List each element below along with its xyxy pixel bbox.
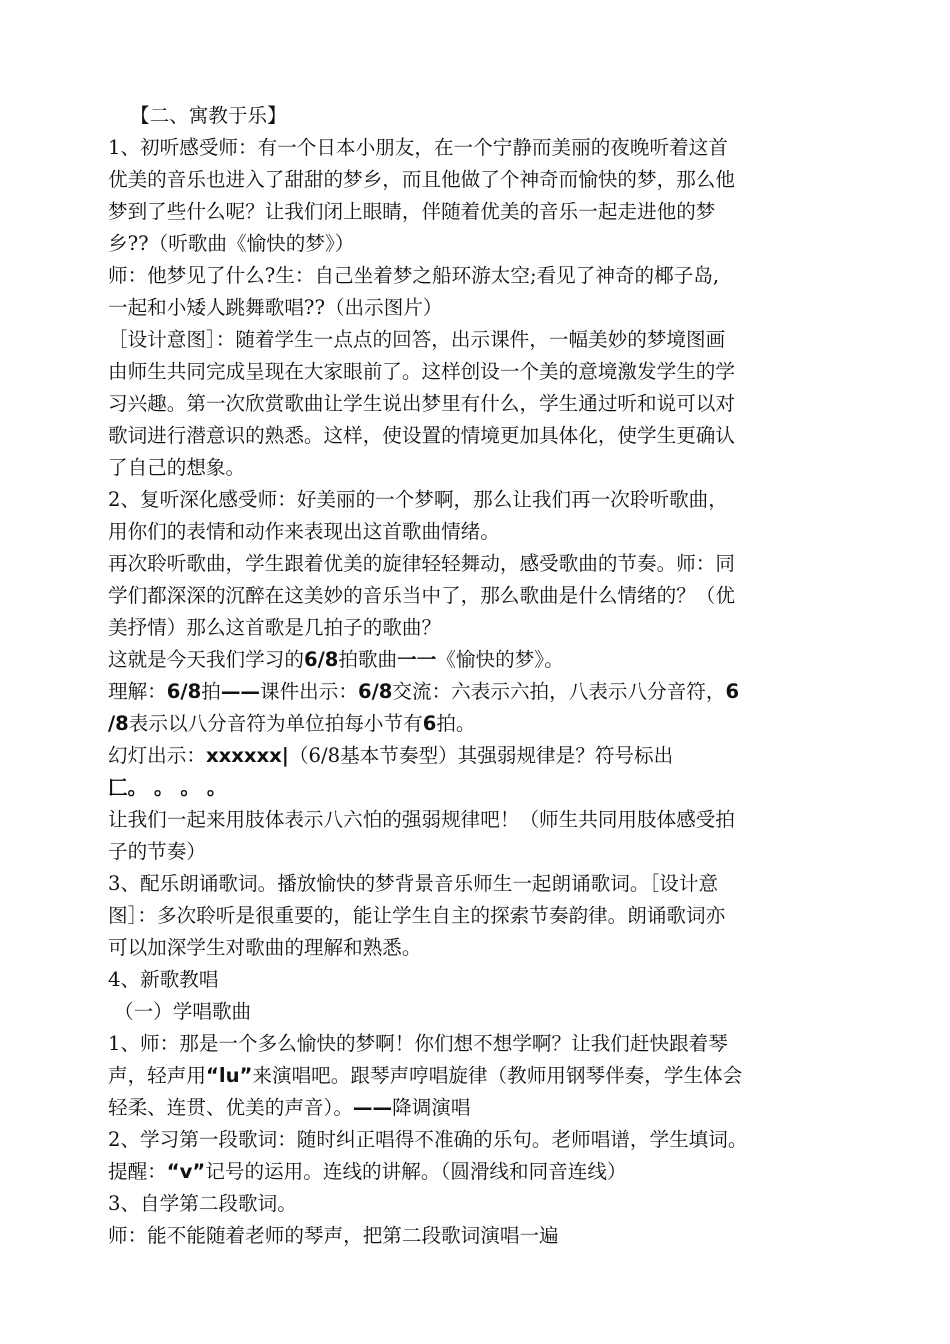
document-page <box>108 100 853 1252</box>
text-span: 理解： <box>108 680 167 703</box>
text-line <box>108 772 853 804</box>
text-line: 乡??（听歌曲《愉快的梦》） <box>108 232 355 255</box>
text-line: 了自己的想象。 <box>108 456 246 479</box>
text-span: 拍。 <box>436 712 476 735</box>
text-span: （6/8基本节奏型）其强弱规律是？符号标出 <box>288 744 674 767</box>
text-span: 降调演唱 <box>392 1096 471 1119</box>
text-line <box>108 1092 853 1124</box>
text-line: （一）学唱歌曲 <box>114 1000 252 1023</box>
text-line: 歌词进行潜意识的熟悉。这样，使设置的情境更加具体化，使学生更确认 <box>108 424 735 447</box>
text-line: 图］：多次聆听是很重要的，能让学生自主的探索节奏韵律。朗诵歌词亦 <box>108 904 726 927</box>
text-line: 再次聆听歌曲，学生跟着优美的旋律轻轻舞动，感受歌曲的节奏。师：同 <box>108 552 735 575</box>
text-span: 拍 <box>201 680 221 703</box>
text-line: 师：能不能随着老师的琴声，把第二段歌词演唱一遍 <box>108 1224 559 1247</box>
section-heading: 【二、寓教于乐】 <box>130 104 287 127</box>
text-span: 拍歌曲 <box>338 648 398 671</box>
meter-number: 6/8 <box>166 680 202 703</box>
meter-number: 6/8 <box>357 680 393 703</box>
accent-symbol: 匚 <box>108 776 128 799</box>
text-line: 优美的音乐也进入了甜甜的梦乡，而且他做了个神奇而愉快的梦，那么他 <box>108 168 735 191</box>
text-span: 交流：六表示六拍，八表示八分音符， <box>392 680 726 703</box>
text-line <box>108 644 853 676</box>
text-line: 1、师：那是一个多么愉快的梦啊！你们想不想学啊？让我们赶快跟着琴 <box>108 1032 728 1055</box>
text-line: 让我们一起来用肢体表示八六怕的强弱规律吧！（师生共同用肢体感受拍 <box>108 808 735 831</box>
text-line: 一起和小矮人跳舞歌唱??（出示图片） <box>108 296 443 319</box>
text-span: 来演唱吧。跟琴声哼唱旋律（教师用钢琴伴奏，学生体会 <box>252 1064 743 1087</box>
text-line: 子的节奏） <box>108 840 206 863</box>
meter-number: 6 <box>422 712 437 735</box>
dash-mark: 一一 <box>397 648 437 671</box>
text-line: 2、复听深化感受师：好美丽的一个梦啊，那么让我们再一次聆听歌曲， <box>108 488 728 511</box>
meter-number: 6 <box>725 680 740 703</box>
text-line: 学们都深深的沉醉在这美妙的音乐当中了，那么歌曲是什么情绪的？（优 <box>108 584 735 607</box>
syllable-mark: “lu” <box>205 1064 253 1087</box>
text-span: 声，轻声用 <box>108 1064 206 1087</box>
text-span: 《愉快的梦》。 <box>436 648 564 671</box>
text-line: 梦到了些什么呢？让我们闭上眼睛，伴随着优美的音乐一起走进他的梦 <box>108 200 716 223</box>
dash-mark: —— <box>352 1096 393 1119</box>
text-line: 4、新歌教唱 <box>108 968 219 991</box>
syllable-mark: “v” <box>166 1160 206 1183</box>
dash-mark: —— <box>220 680 260 703</box>
text-line <box>108 708 853 740</box>
text-line: 1、初听感受师：有一个日本小朋友，在一个宁静而美丽的夜晚听着这首 <box>108 136 728 159</box>
rhythm-pattern: xxxxxx| <box>205 744 289 767</box>
text-line: 3、自学第二段歌词。 <box>108 1192 297 1215</box>
text-span: 这就是今天我们学习的 <box>108 648 304 671</box>
text-line: 用你们的表情和动作来表现出这首歌曲情绪。 <box>108 520 500 543</box>
text-line: 可以加深学生对歌曲的理解和熟悉。 <box>108 936 422 959</box>
text-line: 2、学习第一段歌词：随时纠正唱得不准确的乐句。老师唱谱，学生填词。 <box>108 1128 748 1151</box>
text-line <box>108 740 853 772</box>
text-span: 提醒： <box>108 1160 167 1183</box>
weak-beat-dots: 。 。 。 。 <box>127 776 227 799</box>
meter-number: 6/8 <box>303 648 339 671</box>
text-line: ［设计意图］：随着学生一点点的回答，出示课件，一幅美妙的梦境图画 <box>108 328 726 351</box>
text-line <box>108 1060 853 1092</box>
text-line <box>108 676 853 708</box>
text-line: 由师生共同完成呈现在大家眼前了。这样创设一个美的意境激发学生的学 <box>108 360 735 383</box>
text-line: 师：他梦见了什么?生：自己坐着梦之船环游太空;看见了神奇的椰子岛, <box>108 264 720 287</box>
text-span: 课件出示： <box>260 680 358 703</box>
text-line: 3、配乐朗诵歌词。播放愉快的梦背景音乐师生一起朗诵歌词。［设计意 <box>108 872 719 895</box>
text-line <box>108 1156 853 1188</box>
meter-number: /8 <box>108 712 129 735</box>
text-span: 记号的运用。连线的讲解。（圆滑线和同音连线） <box>205 1160 627 1183</box>
text-span: 轻柔、连贯、优美的声音）。 <box>108 1096 353 1119</box>
text-line: 习兴趣。第一次欣赏歌曲让学生说出梦里有什么，学生通过听和说可以对 <box>108 392 735 415</box>
text-span: 表示以八分音符为单位拍每小节有 <box>128 712 423 735</box>
text-span: 幻灯出示： <box>108 744 206 767</box>
text-line: 美抒情）那么这首歌是几拍子的歌曲？ <box>108 616 442 639</box>
